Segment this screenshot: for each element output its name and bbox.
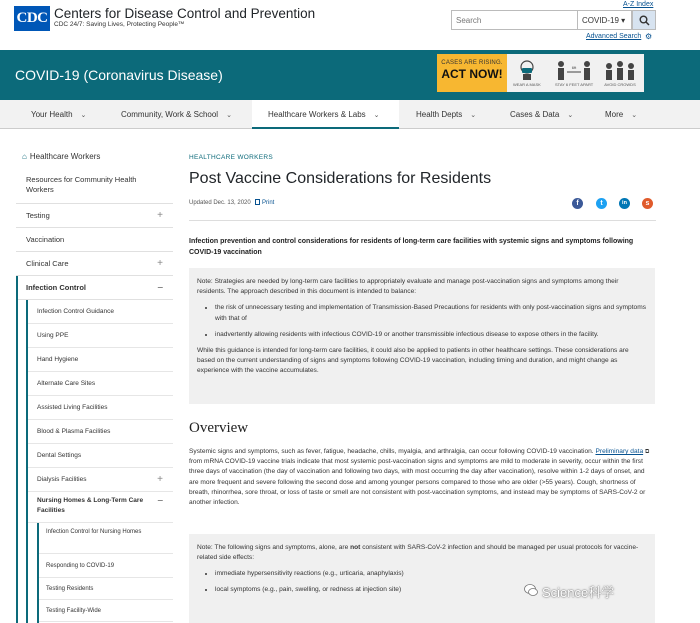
sidebar-subitem-label: Dental Settings — [37, 452, 82, 459]
sidebar-subsubitem-label: Testing Residents — [46, 586, 94, 592]
list-item: • inadvertently allowing residents with infectious COVID-19 or another transmissible infectious disease to expose others in the facility. — [215, 330, 647, 340]
home-icon: ⌂ — [22, 152, 27, 161]
sidebar-subsubitem[interactable] — [37, 554, 173, 578]
print-icon[interactable] — [255, 199, 260, 205]
sidebar-subitem[interactable] — [26, 324, 173, 348]
search-icon — [639, 15, 650, 26]
note2-part: Note: The following signs and symptoms, alone, are — [197, 544, 351, 551]
note2-part: consistent with SARS-CoV-2 infection and should be managed per usual protocols for vaccine-related side effects: — [197, 544, 639, 562]
chevron-down-icon: ⌄ — [631, 112, 638, 119]
note-box — [189, 268, 655, 404]
preliminary-data-link[interactable]: Preliminary data — [595, 448, 644, 455]
note2-emphasis: not — [350, 544, 361, 551]
search-input[interactable]: Search — [451, 10, 577, 30]
sidebar-active-bar — [16, 276, 18, 623]
overview-paragraph — [189, 447, 655, 508]
sidebar-subitem[interactable] — [26, 348, 173, 372]
nav-label: Healthcare Workers & Labs — [268, 110, 366, 119]
overview-heading: Overview — [189, 420, 249, 436]
sidebar-subitem-label: Dialysis Facilities — [37, 476, 87, 483]
act-now-alert[interactable] — [437, 54, 507, 92]
site-header — [0, 0, 700, 50]
facebook-icon[interactable]: f — [572, 198, 583, 209]
wechat-icon — [524, 583, 538, 597]
sidebar-subitem-label: Hand Hygiene — [37, 356, 79, 363]
page-title: Post Vaccine Considerations for Residents — [189, 170, 492, 187]
nav-health-depts[interactable] — [416, 110, 476, 119]
az-index-link[interactable]: A-Z Index — [623, 1, 654, 8]
syndicate-icon[interactable]: s — [642, 198, 653, 209]
search-scope-select[interactable]: COVID-19 ▾ — [577, 10, 632, 30]
sidebar-subsubitem[interactable] — [37, 578, 173, 600]
sidebar-home-label: Healthcare Workers — [29, 152, 101, 161]
overview-text: from mRNA COVID-19 vaccine trials indicate that most systemic post-vaccination signs and symptoms are mild to moderate in severity, occur within the first three days of vaccination (the day of vaccination and following two days, with most occurring the day after vaccination), resolve within 1-2 days of onset, and are more frequent and severe following the second dose and among younger persons compared to those who are older (>55 years). Cough, shortness of breath, rhinorrhea, sore throat, or loss of taste or smell are not consistent with post-vaccination symptoms, and instead may be symptoms of SARS-CoV-2 or another infection. — [189, 458, 646, 507]
expand-icon[interactable]: + — [157, 474, 163, 485]
note-bullets — [215, 303, 647, 340]
banner-title[interactable]: COVID-19 (Coronavirus Disease) — [15, 67, 223, 83]
nav-label: Cases & Data — [510, 110, 560, 119]
divider — [189, 220, 656, 221]
advanced-search-link[interactable]: Advanced Search — [586, 33, 642, 40]
sidebar-subitem-label: Nursing Homes & Long-Term Care Facilities — [37, 497, 144, 514]
watermark: Science科学 — [542, 585, 615, 600]
section-eyebrow[interactable]: HEALTHCARE WORKERS — [189, 154, 274, 161]
org-name[interactable]: Centers for Disease Control and Prevention — [54, 6, 316, 21]
note-box-symptoms — [189, 534, 655, 623]
expand-icon[interactable]: + — [157, 258, 163, 269]
list-item: • immediate hypersensitivity reactions (e.g., urticaria, anaphylaxis) — [215, 569, 647, 579]
sidebar-item-label: Clinical Care — [26, 259, 69, 268]
list-item: • local symptoms (e.g., pain, swelling, or redness at injection site) — [215, 585, 647, 595]
sidebar-subsubitem-label: Testing Facility-Wide — [46, 608, 102, 614]
chevron-down-icon: ⌄ — [373, 112, 380, 119]
nav-label: Your Health — [31, 110, 73, 119]
search-button[interactable] — [632, 10, 656, 30]
list-item: • the risk of unnecessary testing and implementation of Transmission-Based Precautions for residents with only post-vaccination signs and symptoms with that of — [215, 303, 647, 323]
sidebar-item-infection-control[interactable] — [16, 276, 173, 300]
sidebar-subitem[interactable] — [26, 300, 173, 324]
avoid-crowds-label: AVOID CROWDS — [604, 82, 636, 87]
chevron-down-icon: ⌄ — [567, 112, 574, 119]
external-link-icon: ⧉ — [644, 449, 650, 455]
sidebar-subitem-label: Alternate Care Sites — [37, 380, 96, 387]
sidebar-item-vaccination[interactable] — [16, 228, 173, 252]
alert-headline: ACT NOW! — [441, 67, 503, 81]
note2-text — [197, 543, 647, 563]
sidebar-item-label: Testing — [26, 211, 50, 220]
alert-subtext: CASES ARE RISING. — [441, 60, 503, 66]
collapse-icon[interactable]: – — [157, 282, 163, 293]
cdc-logo[interactable]: CDC — [14, 6, 50, 31]
gear-icon[interactable]: ⚙ — [645, 32, 653, 41]
sidebar-subitem-label: Using PPE — [37, 332, 69, 339]
tagline: CDC 24/7: Saving Lives, Protecting People™ — [54, 21, 185, 28]
print-link[interactable]: Print — [262, 200, 275, 206]
sidebar-subitem[interactable] — [26, 372, 173, 396]
nav-label: Health Depts — [416, 110, 463, 119]
nav-community[interactable] — [121, 110, 232, 119]
chevron-down-icon: ⌄ — [226, 112, 232, 119]
sidebar-subitem[interactable] — [26, 468, 173, 492]
distance-label: STAY 6 FEET APART — [555, 82, 594, 87]
sidebar-item-testing[interactable] — [16, 204, 173, 228]
nav-more[interactable] — [605, 110, 637, 119]
sidebar-item-clinical-care[interactable] — [16, 252, 173, 276]
sidebar-subsubitem-label: Responding to COVID-19 — [46, 563, 115, 569]
chevron-down-icon: ⌄ — [80, 112, 87, 119]
collapse-icon[interactable]: – — [157, 495, 163, 506]
avoid-crowds-icon — [603, 60, 637, 87]
note-intro: Note: Strategies are needed by long-term care facilities to appropriately evaluate and manage post-vaccination signs and symptoms among their residents. The approach described in this document is intended to balance: — [197, 278, 619, 296]
sidebar-active-bar — [37, 523, 39, 623]
mask-icon — [513, 60, 541, 87]
chevron-down-icon: ⌄ — [470, 112, 477, 119]
nav-healthcare-workers[interactable] — [268, 110, 380, 119]
sidebar-subitem[interactable] — [26, 420, 173, 444]
nav-label: Community, Work & School — [121, 110, 219, 119]
sidebar-subsubitem-label: Infection Control for Nursing Homes — [46, 529, 142, 535]
note-outro: While this guidance is intended for long-term care facilities, it could also be applied to patients in other healthcare settings. These considerations are based on the current understanding of signs and symptoms following COVID-19 vaccination, including timing and duration, and might change as experience with the vaccine accumulates. — [197, 347, 629, 375]
sidebar-subsubitem[interactable] — [37, 523, 173, 554]
sidebar-subitem[interactable] — [26, 444, 173, 468]
sidebar-item-community-health-workers[interactable] — [16, 172, 173, 204]
expand-icon[interactable]: + — [157, 210, 163, 221]
linkedin-icon[interactable]: in — [619, 198, 630, 209]
prevention-icons[interactable] — [507, 54, 644, 92]
sidebar-home-link[interactable] — [22, 152, 100, 161]
sidebar-item-label: Resources for Community Health Workers — [26, 175, 137, 194]
updated-date: Updated Dec. 13, 2020 — [189, 200, 251, 206]
sidebar-subitem-label: Infection Control Guidance — [37, 308, 114, 315]
sidebar-active-bar — [26, 300, 28, 623]
sidebar-subsubitem[interactable] — [37, 600, 173, 622]
sidebar-subitem-nursing-homes[interactable] — [26, 492, 173, 523]
nav-cases-data[interactable] — [510, 110, 573, 119]
sidebar-subitem[interactable] — [26, 396, 173, 420]
distance-icon — [555, 60, 593, 87]
nav-label: More — [605, 110, 624, 119]
nav-your-health[interactable] — [31, 110, 86, 119]
sidebar-subitem-label: Blood & Plasma Facilities — [37, 428, 111, 435]
mask-label: WEAR A MASK — [513, 82, 541, 87]
sidebar-subitem-label: Assisted Living Facilities — [37, 404, 108, 411]
sidebar-item-label: Infection Control — [26, 283, 86, 292]
intro-summary: Infection prevention and control considerations for residents of long-term care facilities with systemic signs and symptoms following COVID-19 vaccination — [189, 238, 634, 256]
sidebar-item-label: Vaccination — [26, 235, 65, 244]
svg-text:6ft: 6ft — [571, 65, 577, 70]
overview-text: Systemic signs and symptoms, such as fever, fatigue, headache, chills, myalgia, and arthralgia, can occur following COVID-19 vaccination. — [189, 448, 594, 455]
twitter-icon[interactable]: t — [596, 198, 607, 209]
